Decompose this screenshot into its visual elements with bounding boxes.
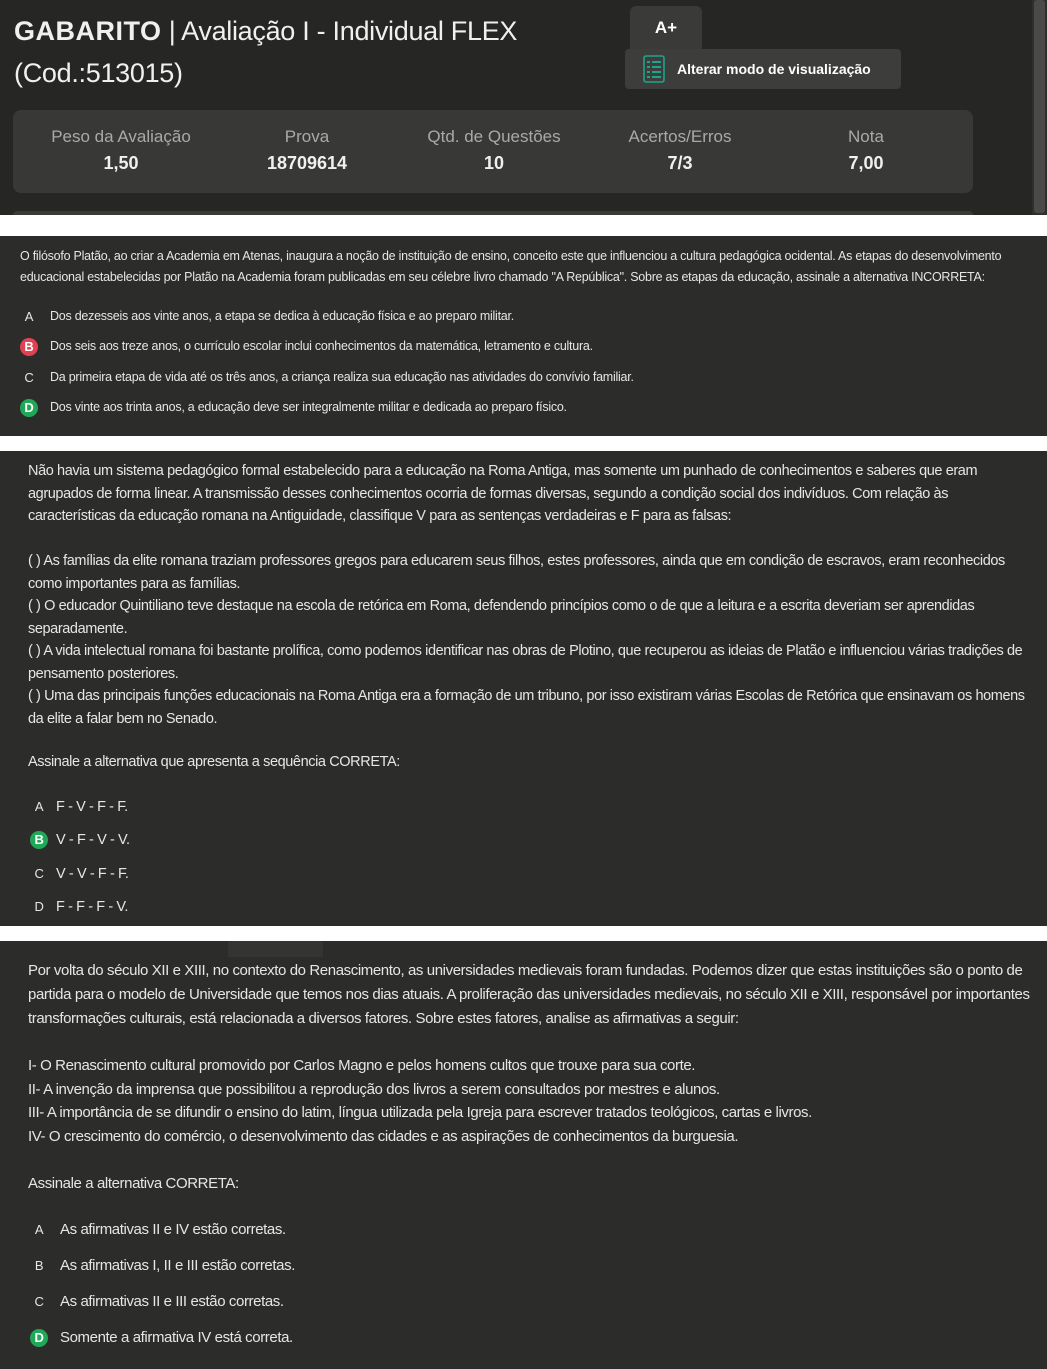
option-b[interactable]	[30, 1255, 295, 1278]
statement-item: ( ) A vida intelectual romana foi bastante prolífica, como podemos identificar nas obras de Plotino, que recuperou as ideias de Platão e influenciou várias tradições de pensamento posteriores.	[28, 643, 1023, 682]
option-b[interactable]	[30, 829, 130, 852]
title-exam-name: | Avaliação I - Individual FLEX	[161, 16, 518, 46]
option-letter: A	[24, 309, 34, 324]
stat-question-count	[399, 124, 589, 176]
option-letter: A	[34, 799, 44, 814]
option-text: Da primeira etapa de vida até os três anos, a criança realiza sua educação nas atividades do convívio familiar.	[50, 370, 634, 384]
option-letter: A	[34, 1222, 44, 1237]
change-view-mode-button[interactable]	[625, 49, 901, 89]
option-letter: C	[34, 866, 44, 881]
option-text: F - V - F - F.	[56, 799, 128, 815]
next-card-edge	[13, 211, 973, 215]
option-letter: D	[34, 899, 44, 914]
question-prompt: Assinale a alternativa CORRETA:	[28, 1175, 239, 1192]
question-card-universidades	[0, 941, 1047, 1369]
page-title	[14, 10, 574, 94]
exam-header	[0, 0, 1047, 215]
stat-value: 1,50	[103, 153, 139, 173]
option-text: V - V - F - F.	[56, 866, 129, 882]
question-statement: Não havia um sistema pedagógico formal estabelecido para a educação na Roma Antiga, mas somente um punhado de conhecimentos e saberes que eram agrupados de forma linear. A transmissão desses conhecimentos ocorria de formas diversas, segundo a condição social dos indivíduos. Com relação às características da educação romana na Antiguidade, classifique V para as sentenças verdadeiras e F para as falsas:	[28, 463, 978, 524]
title-gabarito: GABARITO	[14, 16, 162, 46]
option-text: As afirmativas I, II e III estão corretas.	[60, 1257, 295, 1274]
stat-label: Prova	[284, 127, 330, 146]
option-b[interactable]	[20, 336, 593, 357]
stat-value: 10	[483, 153, 505, 173]
option-text: Dos vinte aos trinta anos, a educação deve ser integralmente militar e dedicada ao preparo físico.	[50, 400, 567, 414]
option-text: Somente a afirmativa IV está correta.	[60, 1329, 293, 1346]
question-statement: O filósofo Platão, ao criar a Academia em Atenas, inaugura a noção de instituição de ensino, conceito este que influenciou a cultura pedagógica ocidental. As etapas do desenvolvimento educacional estabelecidas por Platão na Academia foram publicadas em seu célebre livro chamado "A República". Sobre as etapas da educação, assinale a alternativa INCORRETA:	[20, 249, 1002, 284]
tab-shade	[228, 941, 323, 957]
stat-label: Nota	[848, 127, 884, 146]
change-view-mode-label: Alterar modo de visualização	[677, 61, 871, 77]
scrollbar-thumb[interactable]	[1034, 0, 1045, 213]
option-a[interactable]	[30, 1219, 286, 1242]
exam-code: (Cod.:513015)	[14, 58, 183, 88]
statement-item: ( ) O educador Quintiliano teve destaque na escola de retórica em Roma, defendendo princípios como o de que a leitura e a escrita deveriam ser aprendidas separadamente.	[28, 598, 975, 637]
option-c[interactable]	[30, 1291, 284, 1314]
statement-item: III- A importância de se difundir o ensino do latim, língua utilizada pela Igreja para escrever tratados teológicos, cartas e livros.	[28, 1104, 812, 1121]
increase-font-button[interactable]: A+	[630, 6, 702, 50]
list-icon	[643, 55, 665, 83]
option-text: V - F - V - V.	[56, 832, 130, 848]
stat-exam-id	[212, 124, 402, 176]
option-letter-correct: D	[30, 1329, 48, 1347]
stat-grade	[771, 124, 961, 176]
option-text: F - F - F - V.	[56, 899, 128, 915]
stat-weight	[26, 124, 216, 176]
option-d[interactable]	[20, 397, 567, 418]
option-letter: C	[24, 370, 34, 385]
option-letter: B	[34, 1258, 44, 1273]
option-a[interactable]	[20, 306, 514, 327]
option-text: As afirmativas II e IV estão corretas.	[60, 1221, 286, 1238]
option-c[interactable]	[30, 863, 129, 886]
statement-item: I- O Renascimento cultural promovido por Carlos Magno e pelos homens cultos que trouxe para sua corte.	[28, 1057, 696, 1074]
option-a[interactable]	[30, 796, 128, 819]
stat-value: 7/3	[667, 153, 693, 173]
question-statement: Por volta do século XII e XIII, no contexto do Renascimento, as universidades medievais foram fundadas. Podemos dizer que estas instituições são o ponto de partida para o modelo de Universidade que temos nos dias atuais. A proliferação das universidades medievais, no século XII e XIII, responsável por importantes transformações culturais, está relacionada a diversos fatores. Sobre estes fatores, analise as afirmativas a seguir:	[28, 962, 1030, 1027]
stat-hits-misses	[585, 124, 775, 176]
statement-item: ( ) As famílias da elite romana traziam professores gregos para educarem seus filhos, estes professores, ainda que em condição de escravos, eram reconhecidos como importantes para as famílias.	[28, 553, 1005, 592]
option-text: Dos seis aos treze anos, o currículo escolar inclui conhecimentos da matemática, letramento e cultura.	[50, 339, 593, 353]
stat-label: Acertos/Erros	[628, 127, 732, 146]
stat-label: Peso da Avaliação	[51, 127, 191, 146]
option-d[interactable]	[30, 896, 128, 919]
option-c[interactable]	[20, 367, 634, 388]
stat-value: 18709614	[266, 153, 348, 173]
option-text: As afirmativas II e III estão corretas.	[60, 1293, 284, 1310]
statement-item: II- A invenção da imprensa que possibilitou a reprodução dos livros a serem consultados por mestres e alunos.	[28, 1081, 720, 1098]
question-prompt: Assinale a alternativa que apresenta a sequência CORRETA:	[28, 754, 400, 770]
question-card-roma	[0, 451, 1047, 926]
option-letter-incorrect: B	[20, 338, 38, 356]
stat-label: Qtd. de Questões	[427, 127, 561, 146]
statement-item: IV- O crescimento do comércio, o desenvolvimento das cidades e as aspirações de conhecimentos da burguesia.	[28, 1128, 739, 1145]
option-letter: C	[34, 1294, 44, 1309]
stat-value: 7,00	[848, 153, 884, 173]
statement-item: ( ) Uma das principais funções educacionais na Roma Antiga era a formação de um tribuno, por isso existiram várias Escolas de Retórica que ensinavam os homens da elite a falar bem no Senado.	[28, 688, 1025, 727]
option-text: Dos dezesseis aos vinte anos, a etapa se dedica à educação física e ao preparo militar.	[50, 309, 514, 323]
question-card-platao	[0, 236, 1047, 436]
option-d[interactable]	[30, 1327, 293, 1350]
stats-card	[13, 110, 973, 193]
option-letter-correct: D	[20, 399, 38, 417]
option-letter-correct: B	[30, 831, 48, 849]
